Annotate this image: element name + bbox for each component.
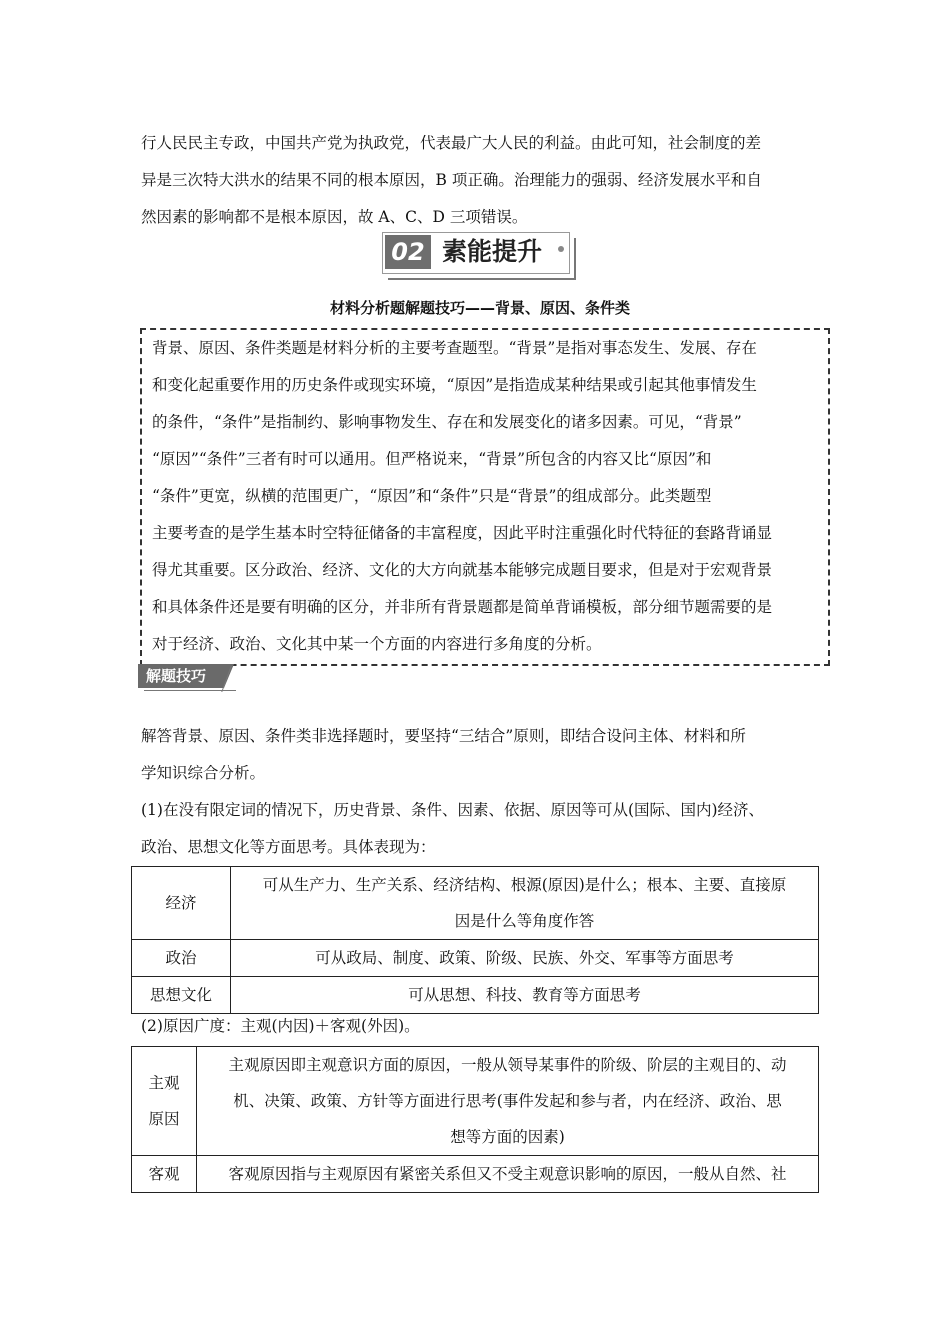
text-line: 异是三次特大洪水的结果不同的根本原因，B 项正确。治理能力的强弱、经济发展水平和自	[141, 171, 762, 189]
section-banner	[382, 232, 574, 278]
section-title: 素能提升	[442, 237, 543, 266]
table-key: 经济	[132, 867, 231, 940]
text-line: (1)在没有限定词的情况下，历史背景、条件、因素、依据、原因等可从(国际、国内)经济、	[141, 801, 765, 819]
text-line: 背景、原因、条件类题是材料分析的主要考查题型。“背景”是指对事态发生、发展、存在	[152, 339, 757, 357]
technique-tag	[138, 664, 238, 692]
subtitle: 材料分析题解题技巧——背景、原因、条件类	[329, 299, 630, 317]
table-row	[132, 1156, 819, 1193]
text-line: 得尤其重要。区分政治、经济、文化的大方向就基本能够完成题目要求，但是对于宏观背景	[152, 561, 773, 579]
table-key: 政治	[132, 940, 231, 977]
note-line: (2)原因广度：主观(内因)＋客观(外因)。	[141, 1017, 420, 1035]
table-value: 可从思想、科技、教育等方面思考	[231, 977, 819, 1014]
box-paragraph	[152, 330, 822, 663]
text-line: “原因”“条件”三者有时可以通用。但严格说来，“背景”所包含的内容又比“原因”和	[152, 450, 712, 468]
text-line: 和具体条件还是要有明确的区分，并非所有背景题都是简单背诵模板，部分细节题需要的是	[152, 598, 773, 616]
explanation-box	[140, 328, 830, 666]
text-line: “条件”更宽，纵横的范围更广，“原因”和“条件”只是“背景”的组成部分。此类题型	[152, 487, 712, 505]
aspects-table	[131, 866, 819, 1014]
text-line: 的条件，“条件”是指制约、影响事物发生、存在和发展变化的诸多因素。可见，“背景”	[152, 413, 742, 431]
section-number: 02	[385, 235, 431, 269]
table-value: 主观原因即主观意识方面的原因，一般从领导某事件的阶级、阶层的主观目的、动 机、决策、政策、方针等方面进行思考(事件发起和参与者，内在经济、政治、思 想等方面的因素)	[197, 1047, 819, 1156]
body-paragraph	[141, 718, 831, 866]
table-value: 可从政局、制度、政策、阶级、民族、外交、军事等方面思考	[231, 940, 819, 977]
table-row	[132, 867, 819, 940]
text-line: 对于经济、政治、文化其中某一个方面的内容进行多角度的分析。	[152, 635, 602, 653]
text-line: 主要考查的是学生基本时空特征储备的丰富程度，因此平时注重强化时代特征的套路背诵显	[152, 524, 773, 542]
table-value: 可从生产力、生产关系、经济结构、根源(原因)是什么；根本、主要、直接原 因是什么等角度作答	[231, 867, 819, 940]
table-key: 客观	[132, 1156, 197, 1193]
text-line: 行人民民主专政，中国共产党为执政党，代表最广大人民的利益。由此可知，社会制度的差	[141, 134, 762, 152]
causes-table	[131, 1046, 819, 1193]
table-row	[132, 1047, 819, 1156]
text-line: 然因素的影响都不是根本原因，故 A、C、D 三项错误。	[141, 208, 528, 226]
table-key: 思想文化	[132, 977, 231, 1014]
intro-paragraph	[141, 125, 831, 236]
table-row	[132, 940, 819, 977]
table-value: 客观原因指与主观原因有紧密关系但又不受主观意识影响的原因，一般从自然、社	[197, 1156, 819, 1193]
table-row	[132, 977, 819, 1014]
text-line: 学知识综合分析。	[141, 764, 266, 782]
tag-label: 解题技巧	[146, 667, 207, 685]
dot-icon	[558, 246, 564, 252]
text-line: 政治、思想文化等方面思考。具体表现为：	[141, 838, 436, 856]
text-line: 解答背景、原因、条件类非选择题时，要坚持“三结合”原则，即结合设问主体、材料和所	[141, 727, 746, 745]
table-key: 主观 原因	[132, 1047, 197, 1156]
text-line: 和变化起重要作用的历史条件或现实环境，“原因”是指造成某种结果或引起其他事情发生	[152, 376, 757, 394]
